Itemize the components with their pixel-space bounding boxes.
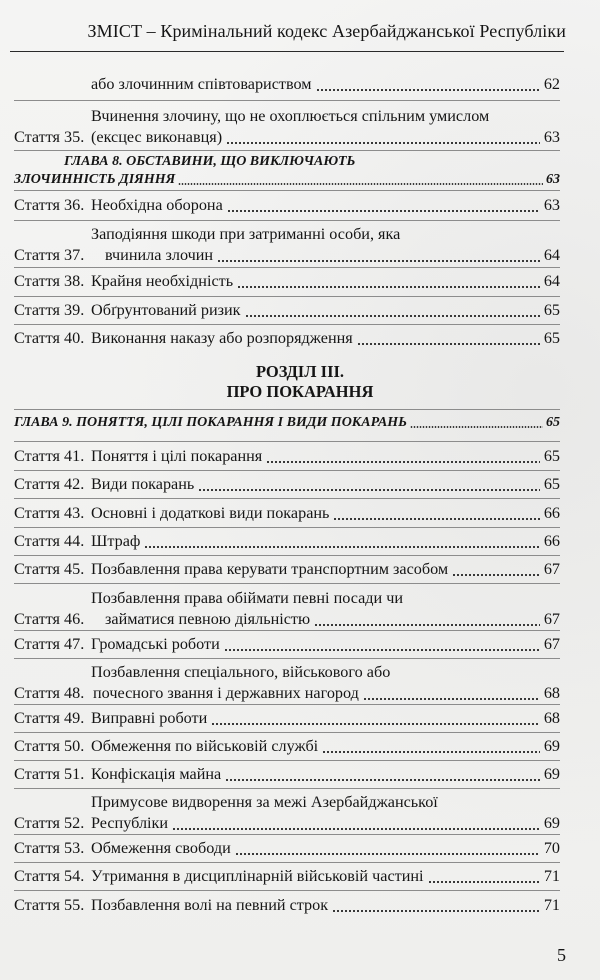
entry-title: Обґрунтований ризик: [91, 301, 241, 319]
dot-leader: [428, 881, 540, 883]
chapter-heading-line-2: ЗЛОЧИННІСТЬ ДІЯННЯ: [14, 172, 176, 187]
chapter-heading-line-2-wrap: [14, 171, 560, 189]
toc-entry-article-35: [14, 106, 560, 148]
row-separator: [14, 583, 560, 584]
entry-title-line-2-wrap: [91, 609, 560, 630]
dot-leader: [332, 910, 540, 912]
row-separator: [14, 834, 560, 835]
entry-page-number: 67: [543, 560, 560, 578]
entry-page-number: 67: [543, 610, 560, 628]
article-number: Стаття 47.: [14, 635, 85, 653]
entry-page-number: 68: [543, 684, 560, 702]
dot-leader: [226, 142, 540, 144]
entry-page-number: 67: [543, 635, 560, 653]
entry-title: Конфіскація майна: [91, 765, 222, 783]
toc-entry-article-55: [14, 895, 560, 916]
dot-leader: [217, 260, 540, 262]
entry-title-line-1: Позбавлення права обіймати певні посади чи: [91, 589, 404, 607]
dot-leader: [363, 698, 540, 700]
dot-leader: [452, 574, 540, 576]
chapter-8-heading: [14, 153, 560, 189]
toc-entry-article-46: [14, 588, 560, 630]
entry-title: Виконання наказу або розпорядження: [91, 329, 353, 347]
entry-title: Позбавлення права керувати транспортним засобом: [91, 560, 449, 578]
entry-page-number: 65: [543, 475, 560, 493]
toc-entry-article-42: [14, 474, 560, 495]
toc-entry-article-41: [14, 446, 560, 467]
article-number: Стаття 54.: [14, 867, 85, 885]
article-number: Стаття 49.: [14, 709, 85, 727]
entry-multiline-title: [91, 792, 560, 834]
article-number: Стаття 39.: [14, 301, 85, 319]
dot-leader: [266, 461, 540, 463]
toc-entry-continuation: [14, 74, 560, 95]
dot-leader: [211, 723, 540, 725]
entry-title: Виправні роботи: [91, 709, 208, 727]
running-header: ЗМІСТ – Кримінальний кодекс Азербайджанської Республіки: [87, 21, 566, 41]
toc-entry-article-45: [14, 559, 560, 580]
entry-page-number: 70: [543, 839, 560, 857]
row-separator: [14, 760, 560, 761]
header-rule: [10, 51, 564, 52]
dot-leader: [410, 426, 543, 428]
chapter-9-heading: [14, 414, 560, 432]
toc-entry-article-53: [14, 838, 560, 859]
dot-leader: [178, 183, 543, 185]
row-separator: [14, 441, 560, 442]
entry-page-number: 64: [543, 246, 560, 264]
chapter-page-number: 63: [546, 172, 560, 187]
entry-title-line-2-wrap: [91, 127, 560, 148]
entry-page-number: 62: [543, 75, 560, 93]
toc-entry-article-40: [14, 328, 560, 349]
toc-entry-article-47: [14, 634, 560, 655]
entry-page-number: 69: [543, 765, 560, 783]
entry-page-number: 63: [543, 196, 560, 214]
row-separator: [14, 324, 560, 325]
row-separator: [14, 498, 560, 499]
dot-leader: [198, 489, 540, 491]
entry-page-number: 69: [543, 814, 560, 832]
article-number: Стаття 51.: [14, 765, 85, 783]
entry-page-number: 71: [543, 867, 560, 885]
article-number: Стаття 36.: [14, 196, 85, 214]
section-3-title-line-1: РОЗДІЛ ІІІ.: [255, 362, 345, 381]
entry-title: або злочинним співтовариством: [91, 75, 312, 93]
article-number: Стаття 53.: [14, 839, 85, 857]
article-number: Стаття 52.: [14, 814, 85, 832]
toc-entry-article-50: [14, 736, 560, 757]
toc-entry-article-38: [14, 271, 560, 292]
entry-title-line-1: Заподіяння шкоди при затриманні особи, яка: [91, 225, 401, 243]
chapter-heading-line-wrap: [14, 414, 560, 432]
entry-title: Громадські роботи: [91, 635, 220, 653]
toc-entry-article-44: [14, 531, 560, 552]
row-separator: [14, 190, 560, 191]
entry-title: Основні і додаткові види покарань: [91, 504, 330, 522]
article-number: Стаття 44.: [14, 532, 85, 550]
entry-page-number: 68: [543, 709, 560, 727]
entry-page-number: 64: [543, 272, 560, 290]
entry-page-number: 65: [543, 301, 560, 319]
dot-leader: [245, 315, 540, 317]
article-number: Стаття 38.: [14, 272, 85, 290]
entry-title-line-2: (ексцес виконавця): [91, 128, 223, 146]
entry-title-line-2: Республіки: [91, 814, 169, 832]
entry-title: Види покарань: [91, 475, 195, 493]
article-number: Стаття 45.: [14, 560, 85, 578]
row-separator: [14, 658, 560, 659]
entry-title: Обмеження по військовій службі: [91, 737, 319, 755]
article-number: Стаття 37.: [14, 246, 85, 264]
entry-title-line-2: вчинила злочин: [105, 246, 214, 264]
dot-leader: [333, 518, 539, 520]
entry-title: Позбавлення волі на певний строк: [91, 896, 329, 914]
row-separator: [14, 527, 560, 528]
dot-leader: [322, 751, 540, 753]
toc-entry-article-36: [14, 195, 560, 216]
entry-title-line-2: займатися певною діяльністю: [105, 610, 311, 628]
toc-entry-article-49: [14, 708, 560, 729]
entry-title-line-1: Позбавлення спеціального, військового або: [91, 663, 391, 681]
entry-page-number: 66: [543, 504, 560, 522]
row-separator: [14, 267, 560, 268]
row-separator: [14, 470, 560, 471]
row-separator: [14, 555, 560, 556]
entry-title-line-2-wrap: [91, 245, 560, 266]
article-number: Стаття 43.: [14, 504, 85, 522]
row-separator: [14, 704, 560, 705]
article-number: Стаття 35.: [14, 128, 85, 146]
footer-page-number: 5: [557, 945, 566, 965]
dot-leader: [235, 853, 540, 855]
entry-page-number: 69: [543, 737, 560, 755]
article-number: Стаття 48.: [14, 684, 85, 702]
article-number: Стаття 42.: [14, 475, 85, 493]
toc-entry-article-51: [14, 764, 560, 785]
entry-title: Поняття і цілі покарання: [91, 447, 263, 465]
chapter-heading-line-1: ГЛАВА 8. ОБСТАВИНИ, ЩО ВИКЛЮЧАЮТЬ: [64, 154, 356, 169]
entry-multiline-title: [91, 588, 560, 630]
entry-title-line-2: почесного звання і державних нагород: [93, 684, 359, 702]
entry-multiline-title: [91, 662, 560, 704]
dot-leader: [172, 828, 540, 830]
row-separator: [14, 296, 560, 297]
toc-entry-article-39: [14, 300, 560, 321]
chapter-page-number: 65: [546, 415, 560, 430]
entry-multiline-title: [91, 106, 560, 148]
article-number: Стаття 41.: [14, 447, 85, 465]
entry-title-line-1: Примусове видворення за межі Азербайджанської: [91, 793, 438, 811]
entry-title: Обмеження свободи: [91, 839, 231, 857]
entry-title: Крайня необхідність: [91, 272, 234, 290]
row-separator: [14, 630, 560, 631]
entry-page-number: 63: [543, 128, 560, 146]
entry-title-line-1: Вчинення злочину, що не охоплюється спільним умислом: [91, 107, 490, 125]
toc-entry-article-48: [14, 662, 560, 704]
entry-title: Утримання в дисциплінарній військовій частині: [91, 867, 424, 885]
article-number: Стаття 46.: [14, 610, 85, 628]
article-number: Стаття 55.: [14, 896, 85, 914]
row-separator: [14, 890, 560, 891]
dot-leader: [227, 210, 540, 212]
toc-entry-article-37: [14, 224, 560, 266]
row-separator: [14, 732, 560, 733]
chapter-heading-title: ГЛАВА 9. ПОНЯТТЯ, ЦІЛІ ПОКАРАННЯ І ВИДИ ПОКАРАНЬ: [14, 415, 408, 430]
entry-page-number: 66: [543, 532, 560, 550]
entry-title-line-2-wrap: [91, 813, 560, 834]
entry-title-line-2-wrap: [91, 683, 560, 704]
dot-leader: [225, 779, 540, 781]
entry-multiline-title: [91, 224, 560, 266]
toc-entry-article-54: [14, 866, 560, 887]
row-separator: [14, 409, 560, 410]
entry-page-number: 71: [543, 896, 560, 914]
toc-entry-article-43: [14, 503, 560, 524]
entry-title: Необхідна оборона: [91, 196, 223, 214]
dot-leader: [314, 624, 540, 626]
toc-entry-article-52: [14, 792, 560, 834]
row-separator: [14, 100, 560, 101]
dot-leader: [316, 89, 540, 91]
section-3-title-line-2: ПРО ПОКАРАННЯ: [226, 382, 374, 401]
row-separator: [14, 150, 560, 151]
entry-page-number: 65: [543, 329, 560, 347]
article-number: Стаття 40.: [14, 329, 85, 347]
entry-title: Штраф: [91, 532, 141, 550]
row-separator: [14, 862, 560, 863]
dot-leader: [144, 546, 539, 548]
entry-page-number: 65: [543, 447, 560, 465]
dot-leader: [237, 286, 540, 288]
article-number: Стаття 50.: [14, 737, 85, 755]
dot-leader: [224, 649, 540, 651]
row-separator: [14, 220, 560, 221]
row-separator: [14, 788, 560, 789]
dot-leader: [357, 343, 540, 345]
